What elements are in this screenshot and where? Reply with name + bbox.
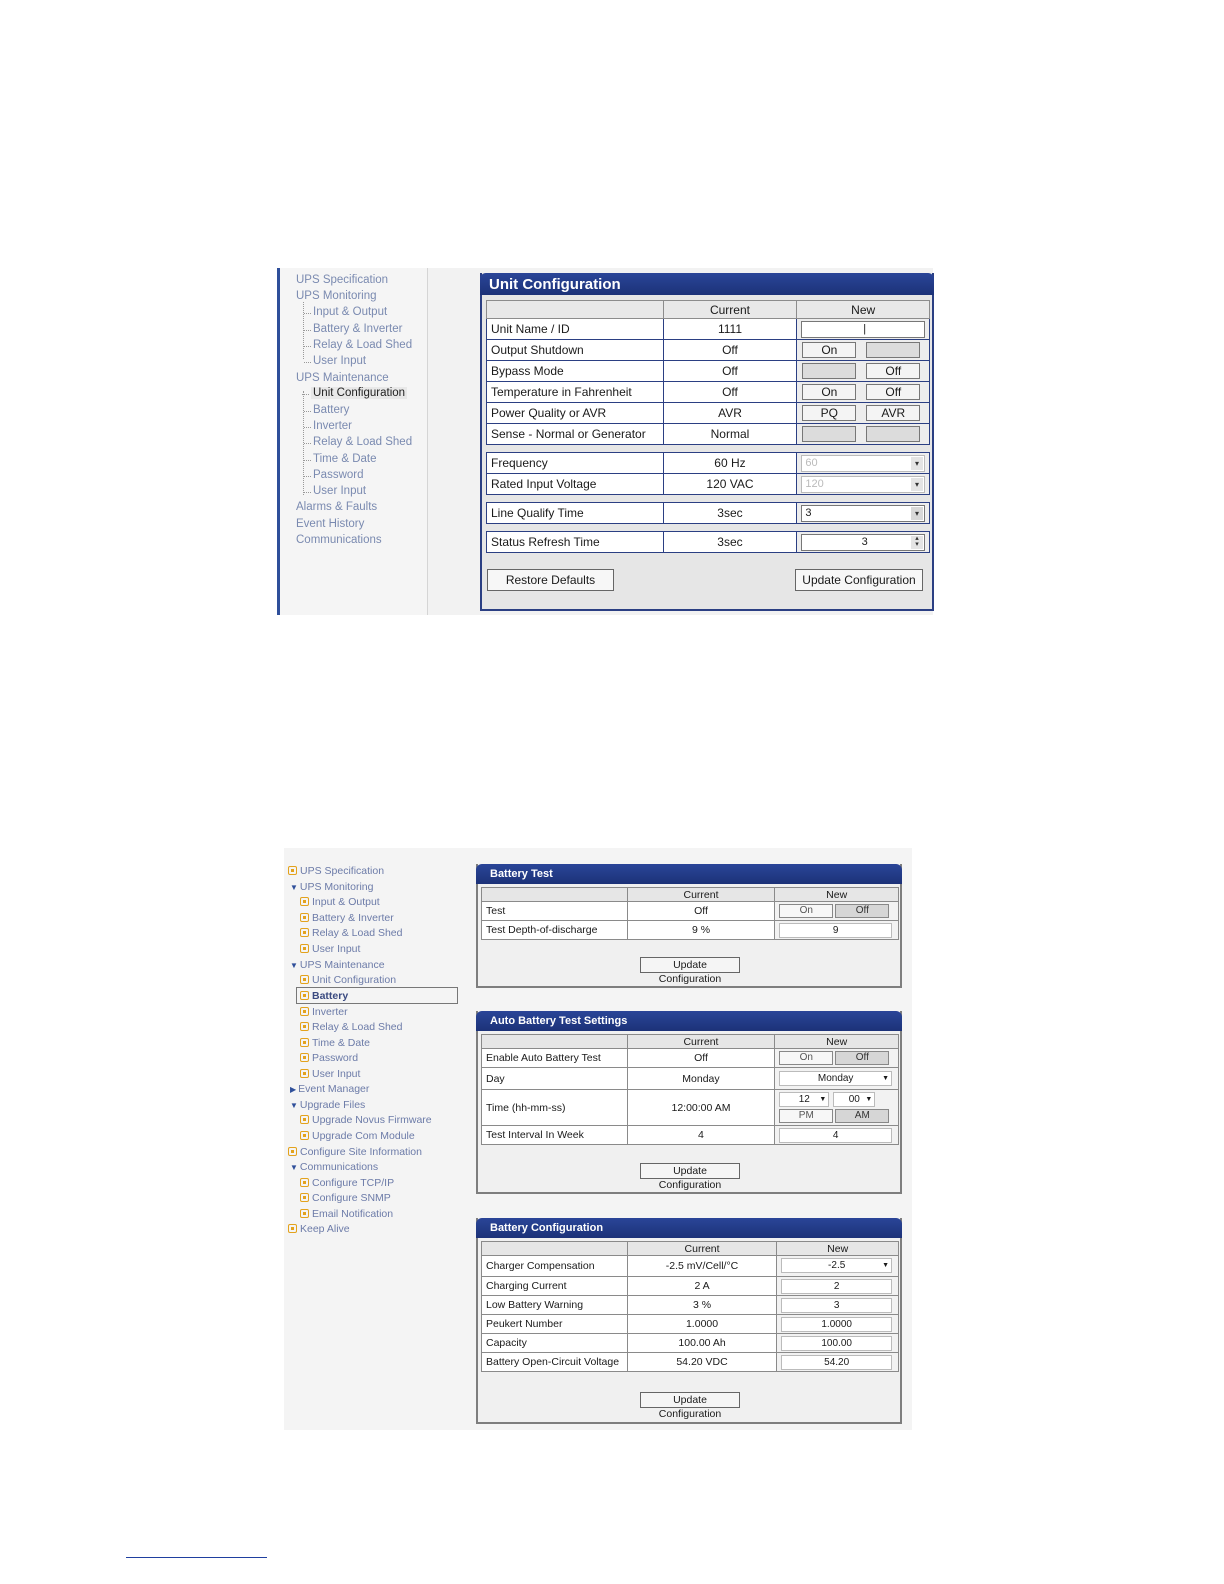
row-label: Peukert Number [482, 1315, 628, 1334]
sidebar-item-configure-snmp[interactable]: Configure SNMP [300, 1192, 391, 1204]
panel-title: Battery Test [476, 864, 902, 884]
am-button[interactable]: AM [835, 1109, 889, 1123]
sidebar-item-event-history[interactable]: Event History [296, 518, 365, 530]
sidebar-item-alarms-faults[interactable]: Alarms & Faults [296, 501, 378, 513]
row-new [775, 1049, 899, 1068]
table-row [482, 902, 899, 921]
sidebar-item-ups-maintenance[interactable]: UPS Maintenance [296, 372, 389, 384]
row-current: Off [663, 361, 797, 382]
row-current: 60 Hz [663, 453, 797, 474]
table-row [482, 1090, 899, 1126]
sidebar-item-upgrade-com-module[interactable]: Upgrade Com Module [300, 1130, 415, 1142]
sidebar-item-keep-alive[interactable]: Keep Alive [288, 1223, 350, 1235]
row-label: Sense - Normal or Generator [487, 424, 664, 445]
header-current: Current [627, 1242, 777, 1256]
row-current: -2.5 mV/Cell/°C [627, 1256, 777, 1277]
row-current: 100.00 Ah [627, 1334, 777, 1353]
rated-voltage-select-value: 120 [805, 478, 824, 490]
frequency-select-value: 60 [805, 457, 818, 469]
row-label: Test [482, 902, 628, 921]
unit-configuration-table [486, 300, 930, 553]
unit-configuration-panel [480, 273, 934, 611]
table-row [482, 1315, 899, 1334]
row-current: 4 [627, 1126, 775, 1145]
row-new [797, 503, 930, 524]
row-current: 3 % [627, 1296, 777, 1315]
header-blank [482, 1242, 628, 1256]
sidebar-item-upgrade-files[interactable]: ▼ Upgrade Files [290, 1099, 366, 1111]
row-current: 1.0000 [627, 1315, 777, 1334]
row-current: Off [663, 382, 797, 403]
low-battery-warning-input[interactable]: 3 [781, 1298, 892, 1313]
sense-normal-button[interactable] [802, 426, 856, 442]
header-current: Current [627, 1035, 775, 1049]
page-icon [300, 1053, 309, 1062]
row-label: Power Quality or AVR [487, 403, 664, 424]
chevron-down-icon: ▼ [882, 1262, 889, 1269]
sidebar-item-user-input[interactable]: User Input [300, 943, 360, 955]
row-label: Test Depth-of-discharge [482, 921, 628, 940]
row-current: 3sec [663, 503, 797, 524]
chevron-down-icon: ▾ [911, 457, 923, 470]
page-icon [288, 1224, 297, 1233]
expand-down-icon: ▼ [290, 883, 298, 892]
auto-test-on-button[interactable]: On [779, 1051, 833, 1065]
row-new [797, 403, 930, 424]
row-new [775, 1068, 899, 1090]
hour-select[interactable] [779, 1092, 829, 1107]
unit-name-input[interactable]: | [801, 321, 925, 338]
table-row [487, 424, 930, 445]
row-new [777, 1353, 899, 1372]
sidebar-item-configure-tcpip[interactable]: Configure TCP/IP [300, 1177, 394, 1189]
row-current: 3sec [663, 532, 797, 553]
sense-generator-button[interactable] [866, 426, 920, 442]
page-icon [300, 1131, 309, 1140]
sidebar-item-input-output[interactable]: Input & Output [313, 306, 388, 318]
table-row [487, 361, 930, 382]
sidebar-item-input-output[interactable]: Input & Output [300, 896, 380, 908]
output-shutdown-on-button[interactable]: On [802, 342, 856, 358]
header-blank [487, 301, 664, 319]
line-qualify-select[interactable] [801, 505, 925, 522]
fahrenheit-off-button[interactable]: Off [866, 384, 920, 400]
charging-current-input[interactable]: 2 [781, 1279, 892, 1294]
row-label: Line Qualify Time [487, 503, 664, 524]
frequency-select[interactable] [801, 455, 925, 472]
charger-compensation-select[interactable] [781, 1258, 892, 1273]
auto-battery-test-panel [476, 1011, 902, 1194]
bypass-on-button[interactable] [802, 363, 856, 379]
header-blank [482, 888, 628, 902]
status-refresh-spinner[interactable] [801, 534, 925, 551]
row-current: 2 A [627, 1277, 777, 1296]
header-new: New [775, 1035, 899, 1049]
table-row [482, 1296, 899, 1315]
row-label: Unit Name / ID [487, 319, 664, 340]
page-icon [300, 1178, 309, 1187]
footnote-divider [126, 1557, 267, 1558]
row-new [775, 1090, 899, 1126]
status-refresh-value: 3 [861, 536, 868, 548]
update-configuration-button[interactable]: Update Configuration [640, 1163, 740, 1179]
panel-title: Battery Configuration [476, 1218, 902, 1238]
sidebar-item-time-date[interactable]: Time & Date [313, 453, 377, 465]
table-row [482, 1256, 899, 1277]
row-label: Status Refresh Time [487, 532, 664, 553]
rated-voltage-select[interactable] [801, 476, 925, 493]
table-row [482, 1353, 899, 1372]
page-icon [288, 866, 297, 875]
page-icon [300, 1022, 309, 1031]
row-current: AVR [663, 403, 797, 424]
sidebar-item-battery[interactable]: Battery [313, 404, 350, 416]
table-row [487, 474, 930, 495]
bypass-off-button[interactable]: Off [866, 363, 920, 379]
page-icon [300, 1007, 309, 1016]
restore-defaults-button[interactable]: Restore Defaults [487, 569, 614, 591]
page-icon [288, 1147, 297, 1156]
row-new [775, 921, 899, 940]
sidebar-item-ups-specification[interactable]: UPS Specification [296, 274, 389, 286]
page-icon [300, 913, 309, 922]
row-label: Day [482, 1068, 628, 1090]
sidebar-item-time-date[interactable]: Time & Date [300, 1037, 370, 1049]
sidebar-item-communications[interactable]: Communications [296, 534, 382, 546]
row-label: Rated Input Voltage [487, 474, 664, 495]
row-new [797, 382, 930, 403]
chevron-down-icon: ▼ [865, 1096, 873, 1103]
day-select-value: Monday [817, 1073, 854, 1084]
header-current: Current [663, 301, 797, 319]
sidebar-item-relay-load-shed[interactable]: Relay & Load Shed [300, 927, 402, 939]
chevron-down-icon: ▼ [819, 1096, 827, 1103]
header-current: Current [627, 888, 775, 902]
peukert-number-input[interactable]: 1.0000 [781, 1317, 892, 1332]
battery-test-panel [476, 864, 902, 988]
row-current: 1111 [663, 319, 797, 340]
sidebar-item-battery-inverter[interactable]: Battery & Inverter [300, 912, 394, 924]
sidebar-nav [280, 268, 428, 615]
sidebar-item-email-notification[interactable]: Email Notification [300, 1208, 393, 1220]
sidebar-item-user-input[interactable]: User Input [313, 355, 367, 367]
minute-select[interactable] [833, 1092, 875, 1107]
update-configuration-button[interactable]: Update Configuration [795, 569, 923, 591]
row-new [797, 532, 930, 553]
table-row [482, 1277, 899, 1296]
fahrenheit-on-button[interactable]: On [802, 384, 856, 400]
output-shutdown-off-button[interactable] [866, 342, 920, 358]
header-new: New [797, 301, 930, 319]
expand-down-icon: ▼ [290, 1101, 298, 1110]
battery-settings-screenshot [284, 848, 912, 1430]
charger-compensation-value: -2.5 [828, 1260, 846, 1271]
header-new: New [775, 888, 899, 902]
row-current: Off [627, 1049, 775, 1068]
page-icon [300, 975, 309, 984]
battery-configuration-table [481, 1241, 899, 1372]
row-label: Bypass Mode [487, 361, 664, 382]
row-new [797, 319, 930, 340]
page-icon [300, 944, 309, 953]
row-current: 54.20 VDC [627, 1353, 777, 1372]
battery-configuration-panel [476, 1218, 902, 1424]
row-new [777, 1334, 899, 1353]
sidebar-item-password[interactable]: Password [300, 1052, 358, 1064]
sidebar-item-battery[interactable]: Battery [300, 990, 348, 1002]
sidebar-item-relay-load-shed-maint[interactable]: Relay & Load Shed [313, 436, 413, 448]
sidebar-item-ups-monitoring[interactable]: ▼ UPS Monitoring [290, 881, 374, 893]
sidebar-nav [284, 848, 464, 1430]
sidebar-item-relay-load-shed[interactable]: Relay & Load Shed [313, 339, 413, 351]
test-on-button[interactable]: On [779, 904, 833, 918]
row-new [777, 1296, 899, 1315]
row-current: Off [663, 340, 797, 361]
sidebar-item-event-manager[interactable]: ▶ Event Manager [290, 1083, 370, 1095]
table-row [482, 1334, 899, 1353]
page-icon [300, 897, 309, 906]
row-label: Temperature in Fahrenheit [487, 382, 664, 403]
table-row [487, 382, 930, 403]
page-icon [300, 1115, 309, 1124]
avr-button[interactable]: AVR [866, 405, 920, 421]
test-interval-input[interactable]: 4 [779, 1128, 892, 1143]
unit-configuration-screenshot [277, 268, 933, 615]
row-label: Battery Open-Circuit Voltage [482, 1353, 628, 1372]
table-row [482, 1049, 899, 1068]
table-row [482, 921, 899, 940]
row-new [775, 902, 899, 921]
expand-down-icon: ▼ [290, 961, 298, 970]
sidebar-item-ups-monitoring[interactable]: UPS Monitoring [296, 290, 377, 302]
chevron-down-icon: ▾ [911, 478, 923, 491]
row-current: Normal [663, 424, 797, 445]
row-new [797, 424, 930, 445]
row-new [777, 1315, 899, 1334]
row-current: 120 VAC [663, 474, 797, 495]
sidebar-item-configure-site-information[interactable]: Configure Site Information [288, 1146, 422, 1158]
battery-test-table [481, 887, 899, 940]
row-label: Charging Current [482, 1277, 628, 1296]
spinner-arrows-icon[interactable]: ▴ ▾ [911, 536, 923, 549]
sidebar-item-inverter[interactable]: Inverter [300, 1006, 348, 1018]
table-row [487, 403, 930, 424]
row-current: 9 % [627, 921, 775, 940]
sidebar-item-unit-configuration[interactable]: Unit Configuration [300, 974, 396, 986]
row-label: Frequency [487, 453, 664, 474]
update-configuration-button[interactable]: Update Configuration [640, 1392, 740, 1408]
row-current: 12:00:00 AM [627, 1090, 775, 1126]
row-label: Test Interval In Week [482, 1126, 628, 1145]
sidebar-item-user-input-maint[interactable]: User Input [300, 1068, 360, 1080]
row-label: Charger Compensation [482, 1256, 628, 1277]
sidebar-item-password[interactable]: Password [313, 469, 364, 481]
test-off-button[interactable]: Off [835, 904, 889, 918]
sidebar-item-unit-configuration[interactable]: Unit Configuration [313, 387, 406, 399]
row-new [777, 1256, 899, 1277]
row-current: Monday [627, 1068, 775, 1090]
table-row [487, 319, 930, 340]
sidebar-item-upgrade-novus-firmware[interactable]: Upgrade Novus Firmware [300, 1114, 432, 1126]
table-row [487, 453, 930, 474]
auto-test-off-button[interactable]: Off [835, 1051, 889, 1065]
auto-battery-test-table [481, 1034, 899, 1145]
update-configuration-button[interactable]: Update Configuration [640, 957, 740, 973]
sidebar-item-relay-load-shed-maint[interactable]: Relay & Load Shed [300, 1021, 402, 1033]
row-label: Output Shutdown [487, 340, 664, 361]
row-label: Enable Auto Battery Test [482, 1049, 628, 1068]
row-new [797, 361, 930, 382]
open-circuit-voltage-input[interactable]: 54.20 [781, 1355, 892, 1370]
row-new [777, 1277, 899, 1296]
pq-button[interactable]: PQ [802, 405, 856, 421]
row-label: Low Battery Warning [482, 1296, 628, 1315]
sidebar-item-ups-specification[interactable]: UPS Specification [288, 865, 384, 877]
row-label: Time (hh-mm-ss) [482, 1090, 628, 1126]
page-icon [300, 991, 309, 1000]
panel-title: Unit Configuration [480, 273, 934, 295]
header-blank [482, 1035, 628, 1049]
page-icon [300, 1193, 309, 1202]
row-current: Off [627, 902, 775, 921]
table-row [482, 1068, 899, 1090]
panel-title: Auto Battery Test Settings [476, 1011, 902, 1031]
row-new [775, 1126, 899, 1145]
row-new [797, 453, 930, 474]
sidebar-item-inverter[interactable]: Inverter [313, 420, 352, 432]
expand-down-icon: ▼ [290, 1163, 298, 1172]
sidebar-item-communications[interactable]: ▼ Communications [290, 1161, 379, 1173]
sidebar-item-user-input-maint[interactable]: User Input [313, 485, 367, 497]
chevron-down-icon: ▼ [882, 1075, 889, 1082]
table-row [487, 340, 930, 361]
minute-select-value: 00 [848, 1094, 860, 1105]
sidebar-item-battery-inverter[interactable]: Battery & Inverter [313, 323, 403, 335]
row-new [797, 340, 930, 361]
row-new [797, 474, 930, 495]
table-row [487, 503, 930, 524]
line-qualify-select-value: 3 [805, 507, 812, 519]
row-label: Capacity [482, 1334, 628, 1353]
table-row [482, 1126, 899, 1145]
sidebar-item-ups-maintenance[interactable]: ▼ UPS Maintenance [290, 959, 385, 971]
capacity-input[interactable]: 100.00 [781, 1336, 892, 1351]
page-icon [300, 928, 309, 937]
day-select[interactable] [779, 1071, 892, 1086]
table-row [487, 532, 930, 553]
page-icon [300, 1069, 309, 1078]
hour-select-value: 12 [798, 1094, 810, 1105]
page-icon [300, 1038, 309, 1047]
expand-right-icon: ▶ [290, 1085, 297, 1094]
page-icon [300, 1209, 309, 1218]
chevron-down-icon: ▾ [911, 507, 923, 520]
header-new: New [777, 1242, 899, 1256]
depth-of-discharge-input[interactable]: 9 [779, 923, 892, 938]
pm-button[interactable]: PM [779, 1109, 833, 1123]
